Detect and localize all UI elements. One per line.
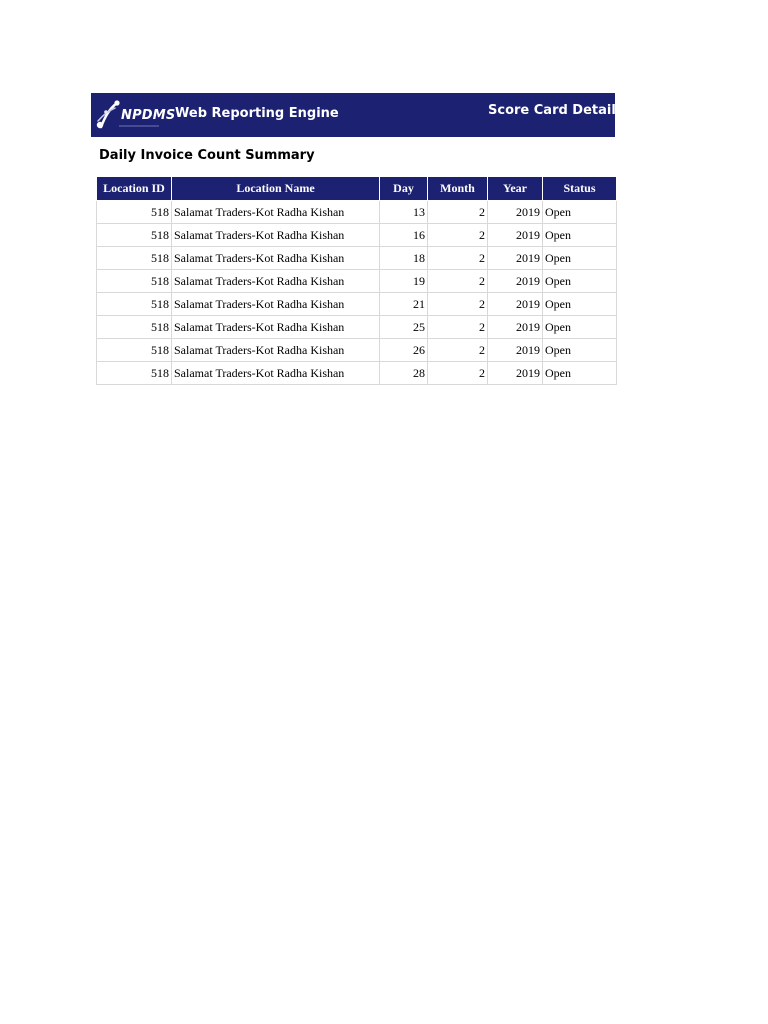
location-id-cell: 518	[97, 339, 172, 362]
status-cell: Open	[543, 201, 617, 224]
location-name-cell: Salamat Traders-Kot Radha Kishan	[172, 247, 380, 270]
location-name-cell: Salamat Traders-Kot Radha Kishan	[172, 339, 380, 362]
table-row	[97, 224, 617, 247]
table-body	[97, 201, 617, 385]
location-id-cell: 518	[97, 201, 172, 224]
year-cell: 2019	[488, 247, 543, 270]
table-row	[97, 316, 617, 339]
location-id-cell: 518	[97, 247, 172, 270]
month-cell: 2	[428, 201, 488, 224]
column-header-year: Year	[488, 177, 543, 201]
table-row	[97, 362, 617, 385]
year-cell: 2019	[488, 201, 543, 224]
month-cell: 2	[428, 362, 488, 385]
day-cell: 18	[380, 247, 428, 270]
location-name-cell: Salamat Traders-Kot Radha Kishan	[172, 201, 380, 224]
table-row	[97, 293, 617, 316]
location-name-cell: Salamat Traders-Kot Radha Kishan	[172, 270, 380, 293]
month-cell: 2	[428, 224, 488, 247]
month-cell: 2	[428, 270, 488, 293]
year-cell: 2019	[488, 362, 543, 385]
month-cell: 2	[428, 339, 488, 362]
month-cell: 2	[428, 316, 488, 339]
location-name-cell: Salamat Traders-Kot Radha Kishan	[172, 293, 380, 316]
year-cell: 2019	[488, 270, 543, 293]
year-cell: 2019	[488, 339, 543, 362]
page-heading-text: Score Card Details	[488, 103, 624, 118]
column-header-location-name: Location Name	[172, 177, 380, 201]
day-cell: 21	[380, 293, 428, 316]
npdms-logo	[95, 99, 176, 131]
table-header-row	[97, 177, 617, 201]
status-cell: Open	[543, 224, 617, 247]
location-name-cell: Salamat Traders-Kot Radha Kishan	[172, 362, 380, 385]
day-cell: 13	[380, 201, 428, 224]
day-cell: 25	[380, 316, 428, 339]
status-cell: Open	[543, 247, 617, 270]
status-cell: Open	[543, 270, 617, 293]
report-title: Daily Invoice Count Summary	[99, 148, 315, 163]
app-title: Web Reporting Engine	[175, 106, 339, 121]
status-cell: Open	[543, 293, 617, 316]
logo-text: NPDMS	[121, 108, 176, 123]
location-id-cell: 518	[97, 316, 172, 339]
status-cell: Open	[543, 362, 617, 385]
column-header-location-id: Location ID	[97, 177, 172, 201]
table-row	[97, 201, 617, 224]
month-cell: 2	[428, 293, 488, 316]
month-cell: 2	[428, 247, 488, 270]
column-header-month: Month	[428, 177, 488, 201]
invoice-count-table	[96, 176, 617, 385]
table-row	[97, 247, 617, 270]
location-id-cell: 518	[97, 293, 172, 316]
day-cell: 28	[380, 362, 428, 385]
status-cell: Open	[543, 339, 617, 362]
page-heading-cut: S	[636, 103, 646, 118]
location-name-cell: Salamat Traders-Kot Radha Kishan	[172, 316, 380, 339]
column-header-status: Status	[543, 177, 617, 201]
page-heading	[488, 103, 646, 120]
location-name-cell: Salamat Traders-Kot Radha Kishan	[172, 224, 380, 247]
table-row	[97, 339, 617, 362]
day-cell: 16	[380, 224, 428, 247]
report-banner	[91, 93, 646, 137]
year-cell: 2019	[488, 316, 543, 339]
location-id-cell: 518	[97, 270, 172, 293]
day-cell: 26	[380, 339, 428, 362]
day-cell: 19	[380, 270, 428, 293]
location-id-cell: 518	[97, 224, 172, 247]
status-cell: Open	[543, 316, 617, 339]
column-header-day: Day	[380, 177, 428, 201]
page-heading-separator: -	[628, 106, 632, 117]
year-cell: 2019	[488, 224, 543, 247]
year-cell: 2019	[488, 293, 543, 316]
location-id-cell: 518	[97, 362, 172, 385]
table-row	[97, 270, 617, 293]
